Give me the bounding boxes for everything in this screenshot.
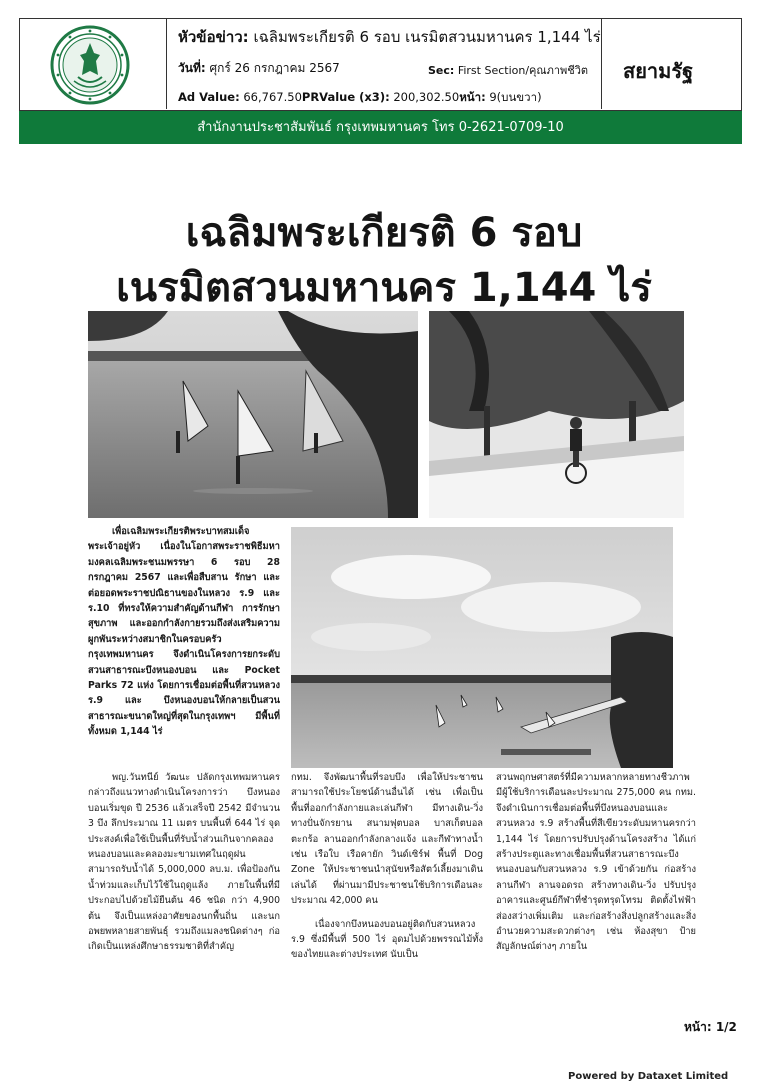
ad-value-label: Ad Value: — [178, 90, 240, 104]
powered-by: Powered by Dataxet Limited — [568, 1071, 729, 1082]
bangkok-seal-icon — [50, 25, 130, 105]
date-label: วันที่: — [178, 61, 206, 75]
lake-photo — [291, 527, 673, 768]
cycling-photo — [429, 311, 684, 518]
headline-label: หัวข้อข่าว: — [178, 28, 249, 46]
value-row — [178, 89, 542, 107]
article-column-3 — [496, 770, 696, 955]
date-value: ศุกร์ 26 กรกฎาคม 2567 — [209, 61, 340, 75]
column-3-paragraph: สวนพฤกษศาสตร์ที่มีความหลากหลายทางชีวภาพ มีผู้ใช้บริการเดือนละประมาณ 275,000 คน กทม. จึงดำเนินการเชื่อมต่อพื้นที่บึงหนองบอนและสวนหลวง ร.9 สร้างพื้นที่สีเขียวระดับมหานครกว่า 1,144 ไร่ โดยการปรับปรุงด้านโครงสร้าง ได้แก่ สร้างประตูและทางเชื่อมพื้นที่สวนสาธารณะบึงหนองบอนกับสวนหลวง ร.9 เข้าด้วยกัน ก่อสร้างลานกีฬา ลานจอดรถ สร้างทางเดิน-วิ่ง ปรับปรุงอาคารและศูนย์กีฬาที่ชำรุดทรุดโทรม ติดตั้งไฟฟ้าส่องสว่างเพิ่มเติม และก่อสร้างสิ่งปลูกสร้างและสิ่งอำนวยความสะดวกต่างๆ เช่น ห้องสุขา ป้ายสัญลักษณ์ต่างๆ ภายใน — [496, 772, 696, 953]
date-row — [178, 59, 340, 78]
office-bar: สำนักงานประชาสัมพันธ์ กรุงเทพมหานคร โทร 0-2621-0709-10 — [19, 111, 742, 144]
publication-cell — [601, 19, 741, 109]
intro-paragraph: เพื่อเฉลิมพระเกียรติพระบาทสมเด็จพระเจ้าอยู่หัว เนื่องในโอกาสพระราชพิธีมหามงคลเฉลิมพระชนมพรรษา 6 รอบ 28 กรกฎาคม 2567 และเพื่อสืบสาน รักษา และต่อยอดพระราชปณิธานของในหลวง ร.9 และ ร.10 ที่ทรงให้ความสำคัญด้านกีฬา การรักษาสุขภาพ และออกกำลังกายรวมถึงส่งเสริมความผูกพันระหว่างสมาชิกในครอบครัว กรุงเทพมหานคร จึงดำเนินโครงการยกระดับสวนสาธารณะบึงหนองบอน และ Pocket Parks 72 แห่ง โดยการเชื่อมต่อพื้นที่สวนหลวง ร.9 และ บึงหนองบอนให้กลายเป็นสวนสาธารณะขนาดใหญ่ที่สุดในกรุงเทพฯ มีพื้นที่ทั้งหมด 1,144 ไร่ — [88, 526, 280, 738]
clipping-header — [19, 18, 742, 111]
section-value: First Section/คุณภาพชีวิต — [457, 64, 589, 77]
column-2-paragraph-b: เนื่องจากบึงหนองบอนอยู่ติดกับสวนหลวง ร.9 ซึ่งมีพื้นที่ 500 ไร่ อุดมไปด้วยพรรณไม้ทั้งของไทยและต่างประเทศ นับเป็น — [291, 918, 483, 961]
meta-cell — [166, 19, 602, 109]
headline-value: เฉลิมพระเกียรติ 6 รอบ เนรมิตสวนมหานคร 1,144 ไร่ — [253, 28, 601, 46]
page-number: หน้า: 1/2 — [684, 1020, 737, 1034]
column-1-paragraph: พญ.วันทนีย์ วัฒนะ ปลัดกรุงเทพมหานคร กล่าวถึงแนวทางดำเนินโครงการว่า บึงหนองบอนเริ่มขุด ปี 2536 แล้วเสร็จปี 2542 มีจำนวน 3 บึง ลึกประมาณ 11 เมตร บนพื้นที่ 644 ไร่ จุดประสงค์เพื่อใช้เป็นพื้นที่รับน้ำส่วนเกินจากคลองหนองบอนและคลองมะขามเทศในฤดูฝน สามารถรับน้ำได้ 5,000,000 ลบ.ม. เพื่อป้องกันน้ำท่วมและเก็บไว้ใช้ในฤดูแล้ง ภายในพื้นที่มีประกอบไปด้วยไม้ยืนต้น 46 ชนิด กว่า 4,900 ต้น จึงเป็นแหล่งอาศัยของนกพื้นถิ่น และนกอพยพหลายสายพันธุ์ รวมถึงแมลงชนิดต่างๆ ก่อเกิดเป็นแหล่งศึกษาธรรมชาติที่สำคัญ — [88, 772, 280, 953]
article-column-2 — [291, 770, 483, 963]
pr-value-label: PRValue (x3): — [301, 90, 390, 104]
section-label: Sec: — [428, 64, 455, 77]
publication-name: สยามรัฐ — [623, 59, 694, 83]
article-title-line2: เนรมิตสวนมหานคร 1,144 ไร่ — [116, 265, 652, 311]
headline-row — [178, 25, 601, 49]
logo-cell — [20, 19, 167, 109]
pr-value: 200,302.50 — [393, 90, 460, 104]
article-intro — [88, 524, 280, 740]
windsurf-photo — [88, 311, 418, 518]
column-2-paragraph-a: กทม. จึงพัฒนาพื้นที่รอบบึง เพื่อให้ประชาชนสามารถใช้ประโยชน์ด้านอื่นได้ เช่น เพื่อเป็นพื้นที่ออกกำลังกายและเล่นกีฬา มีทางเดิน-วิ่ง ทางปั่นจักรยาน สนามฟุตบอล บาสเก็ตบอล ตะกร้อ ลานออกกำลังกลางแจ้ง และกีฬาทางน้ำ เช่น เรือใบ เรือคายัก วินด์เซิร์ฟ พื้นที่ Dog Zone ให้ประชาชนนำสุนัขหรือสัตว์เลี้ยงมาเดินเล่นได้ ที่ผ่านมามีประชาชนใช้บริการเดือนละประมาณ 42,000 คน — [291, 772, 483, 907]
ad-value: 66,767.50 — [243, 90, 302, 104]
article-column-1 — [88, 770, 280, 955]
article-title-line1: เฉลิมพระเกียรติ 6 รอบ — [185, 210, 583, 256]
section-row — [428, 61, 588, 79]
page-label: หน้า: — [459, 90, 486, 104]
page-value: 9(บนขวา) — [489, 90, 542, 104]
